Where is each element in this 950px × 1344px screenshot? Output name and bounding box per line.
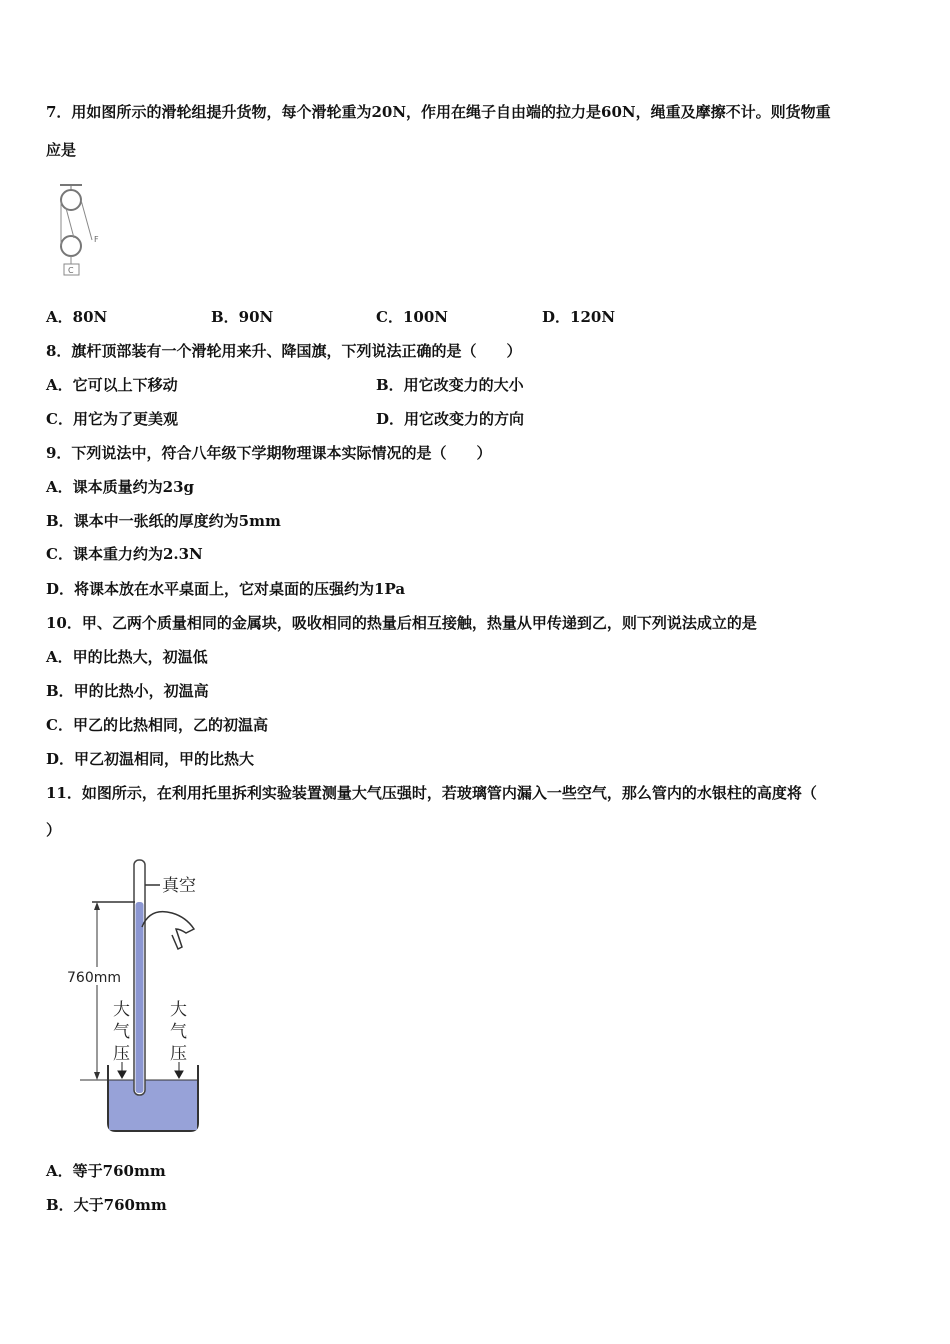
- svg-text:大: 大: [170, 1000, 187, 1020]
- q7-stem-cont: 应是: [46, 141, 77, 159]
- q7-stem: 7．用如图所示的滑轮组提升货物，每个滑轮重为20N，作用在绳子自由端的拉力是60N，绳重及摩擦不计。则货物重: [46, 103, 831, 121]
- q8-option-d[interactable]: D．用它改变力的方向: [376, 410, 525, 428]
- force-label: F: [94, 235, 99, 244]
- q7-option-b[interactable]: B．90N: [211, 308, 274, 326]
- q8-stem: 8．旗杆顶部装有一个滑轮用来升、降国旗，下列说法正确的是（ ）: [46, 342, 522, 360]
- load-label: C: [68, 266, 74, 275]
- q11-option-b[interactable]: B．大于760mm: [46, 1196, 167, 1214]
- q7-option-a[interactable]: A．80N: [46, 308, 108, 326]
- height-label: 760mm: [67, 970, 121, 986]
- q11-stem: 11．如图所示，在利用托里拆利实验装置测量大气压强时，若玻璃管内漏入一些空气，那么管内的水银柱的高度将（: [46, 784, 817, 802]
- pulley-figure: [52, 178, 112, 280]
- q9-stem: 9．下列说法中，符合八年级下学期物理课本实际情况的是（ ）: [46, 444, 492, 462]
- svg-text:气: 气: [113, 1022, 130, 1042]
- svg-text:压: 压: [170, 1044, 187, 1064]
- q9-option-b[interactable]: B．课本中一张纸的厚度约为5mm: [46, 512, 281, 530]
- q10-option-a[interactable]: A．甲的比热大，初温低: [46, 648, 208, 666]
- q11-stem-cont: ）: [46, 821, 62, 839]
- q10-option-d[interactable]: D．甲乙初温相同，甲的比热大: [46, 750, 255, 768]
- q10-option-c[interactable]: C．甲乙的比热相同，乙的初温高: [46, 716, 268, 734]
- svg-text:压: 压: [113, 1044, 130, 1064]
- q10-stem: 10．甲、乙两个质量相同的金属块，吸收相同的热量后相互接触，热量从甲传递到乙，则下列说法成立的是: [46, 614, 757, 632]
- vacuum-label: 真空: [162, 876, 196, 896]
- q11-option-a[interactable]: A．等于760mm: [46, 1162, 166, 1180]
- q8-option-a[interactable]: A．它可以上下移动: [46, 376, 178, 394]
- q7-option-d[interactable]: D．120N: [542, 308, 616, 326]
- svg-text:气: 气: [170, 1022, 187, 1042]
- q8-option-b[interactable]: B．用它改变力的大小: [376, 376, 524, 394]
- q8-option-c[interactable]: C．用它为了更美观: [46, 410, 178, 428]
- q10-option-b[interactable]: B．甲的比热小，初温高: [46, 682, 209, 700]
- q9-option-d[interactable]: D．将课本放在水平桌面上，它对桌面的压强约为1Pa: [46, 580, 406, 598]
- q9-option-a[interactable]: A．课本质量约为23g: [46, 478, 195, 496]
- barometer-figure: [60, 855, 220, 1140]
- svg-text:大: 大: [113, 1000, 130, 1020]
- q9-option-c[interactable]: C．课本重力约为2.3N: [46, 545, 203, 563]
- q7-option-c[interactable]: C．100N: [376, 308, 448, 326]
